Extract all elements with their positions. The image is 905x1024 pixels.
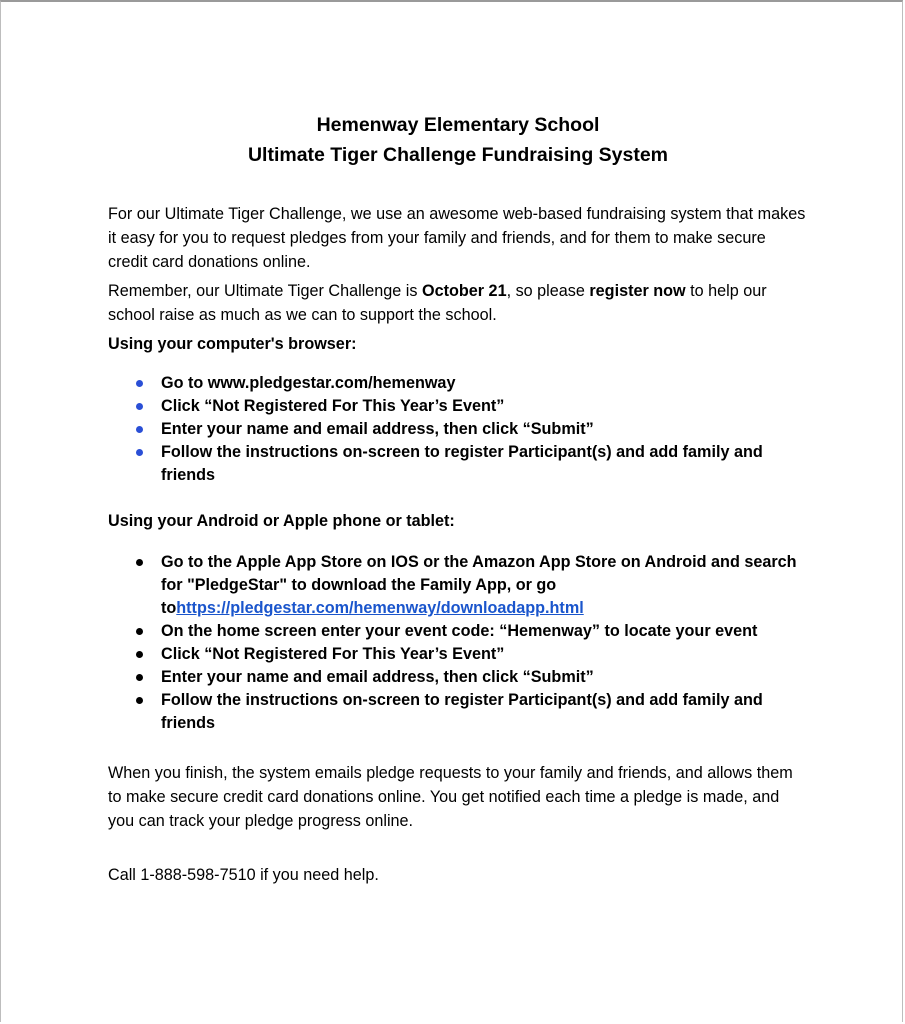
help-line: Call 1-888-598-7510 if you need help. <box>108 866 379 884</box>
download-app-link[interactable]: https://pledgestar.com/hemenway/downloadapp.html <box>176 599 584 617</box>
bullet-icon <box>136 380 143 387</box>
list-item-text: Enter your name and email address, then click “Submit” <box>161 668 594 686</box>
document-title <box>108 110 808 170</box>
bullet-icon <box>136 651 143 658</box>
list-item <box>108 372 808 395</box>
intro-paragraph: For our Ultimate Tiger Challenge, we use an awesome web-based fundraising system that makes it easy for you to request pledges from your family and friends, and for them to make secure credit card donations online. <box>108 205 806 271</box>
register-now-text: register now <box>589 282 686 300</box>
document-body <box>108 110 808 887</box>
mobile-section-heading: Using your Android or Apple phone or tablet: <box>108 512 455 530</box>
system-name: Ultimate Tiger Challenge Fundraising System <box>247 144 669 166</box>
list-item <box>108 441 808 487</box>
list-item-text: Go to www.pledgestar.com/hemenway <box>161 374 456 392</box>
bullet-icon <box>136 559 143 566</box>
bullet-icon <box>136 426 143 433</box>
school-name: Hemenway Elementary School <box>316 114 600 136</box>
bullet-icon <box>136 674 143 681</box>
list-item <box>108 643 808 666</box>
list-item <box>108 418 808 441</box>
browser-section-heading: Using your computer's browser: <box>108 335 357 353</box>
browser-steps-list <box>108 372 808 487</box>
list-item <box>108 666 808 689</box>
reminder-text-2: , so please <box>506 282 590 300</box>
list-item-text: Follow the instructions on-screen to register Participant(s) and add family and friends <box>161 443 763 484</box>
list-item <box>108 395 808 418</box>
list-item-text: Click “Not Registered For This Year’s Event” <box>161 397 505 415</box>
bullet-icon <box>136 449 143 456</box>
bullet-icon <box>136 628 143 635</box>
list-item-text: On the home screen enter your event code: “Hemenway” to locate your event <box>161 622 758 640</box>
event-date: October 21 <box>422 282 507 300</box>
reminder-paragraph <box>108 279 808 327</box>
mobile-steps-list <box>108 551 808 735</box>
list-item <box>108 689 808 735</box>
list-item-text: Follow the instructions on-screen to register Participant(s) and add family and friends <box>161 691 763 732</box>
closing-paragraph: When you finish, the system emails pledge requests to your family and friends, and allows them to make secure credit card donations online. You get notified each time a pledge is made, and you can track your pledge progress online. <box>108 764 793 830</box>
reminder-text-1: Remember, our Ultimate Tiger Challenge is <box>108 282 422 300</box>
list-item-text: Click “Not Registered For This Year’s Event” <box>161 645 505 663</box>
list-item-text: Enter your name and email address, then click “Submit” <box>161 420 594 438</box>
reminder-text-3: to help our school raise as much as we can to support the school. <box>108 282 767 324</box>
list-item <box>108 620 808 643</box>
list-item-text: Go to the Apple App Store on IOS or the Amazon App Store on Android and search for "PledgeStar" to download the Family App, or go to <box>161 553 797 617</box>
list-item <box>108 551 808 620</box>
bullet-icon <box>136 403 143 410</box>
bullet-icon <box>136 697 143 704</box>
